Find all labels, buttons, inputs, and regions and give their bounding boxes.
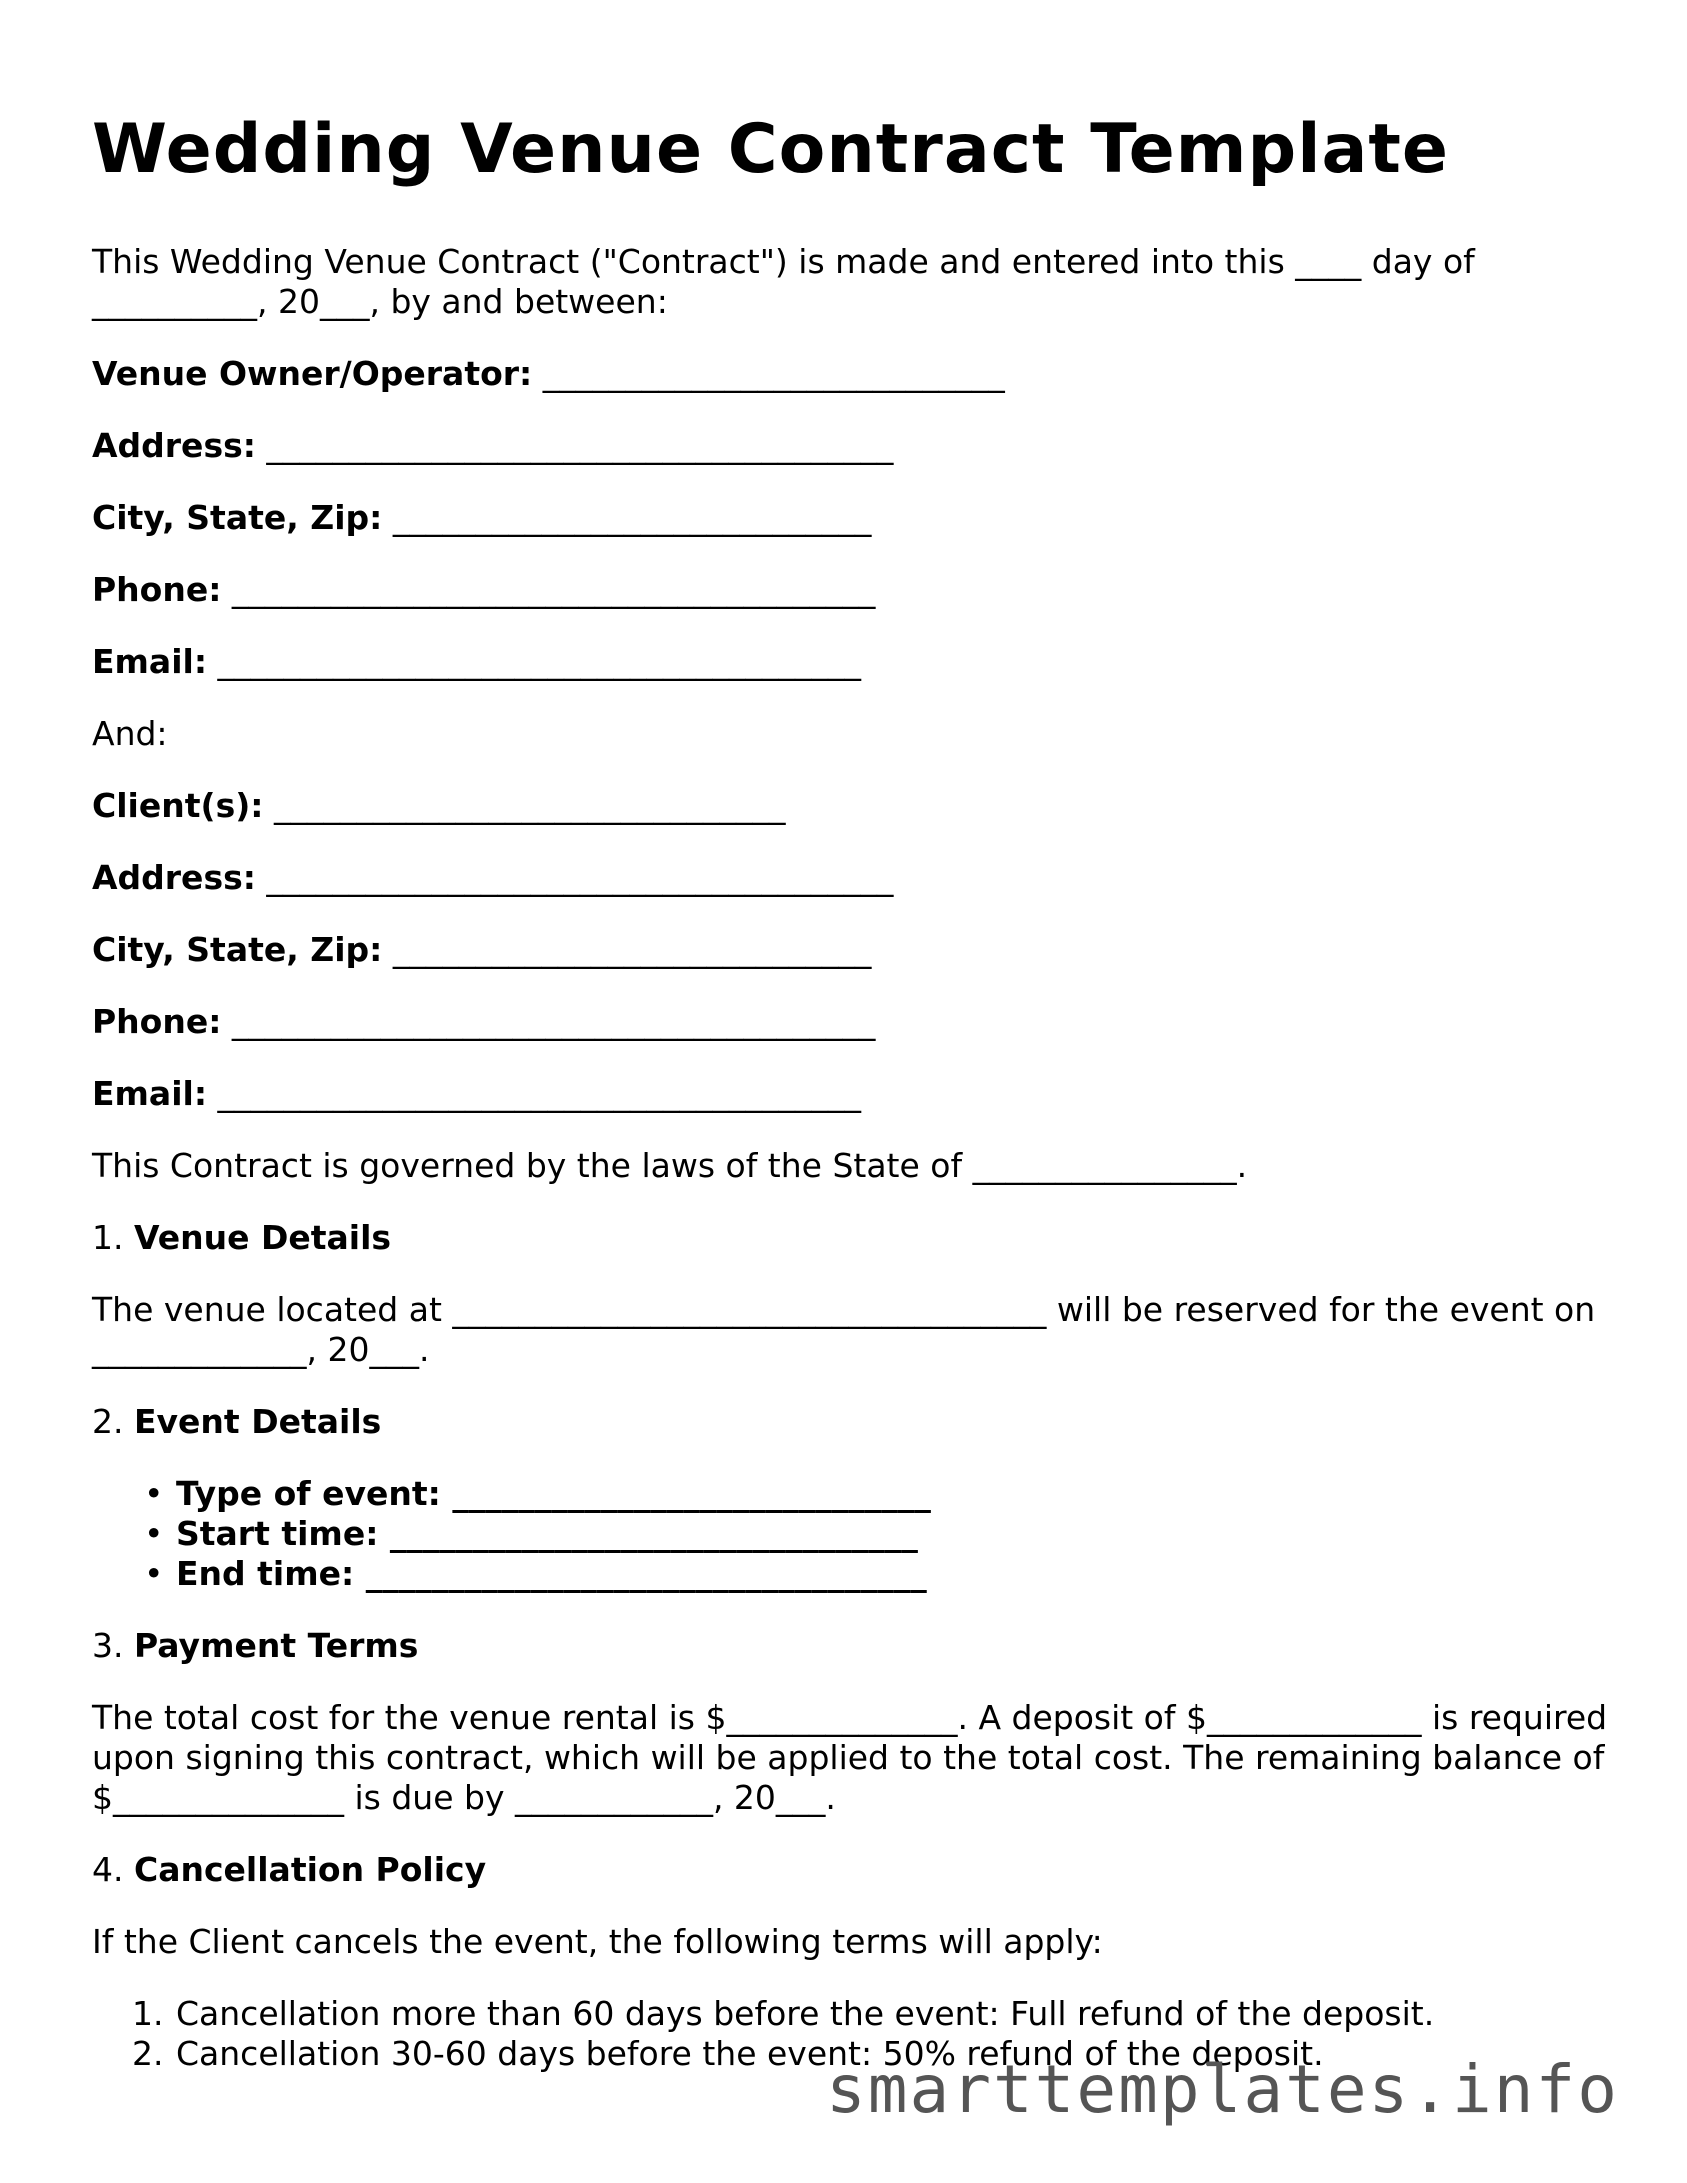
list-item — [176, 1554, 1612, 1594]
owner-phone-field — [92, 570, 1612, 610]
field-label: Venue Owner/Operator: — [92, 354, 533, 393]
governing-law-paragraph: This Contract is governed by the laws of the State of ________________. — [92, 1146, 1248, 1185]
client-phone-field — [92, 1002, 1612, 1042]
item-label: Start time: — [176, 1514, 379, 1553]
item-blank: ________________________________ — [389, 1514, 918, 1553]
section-venue-heading — [92, 1218, 1612, 1258]
watermark: smarttemplates.info — [826, 2051, 1619, 2128]
client-address-field — [92, 858, 1612, 898]
client-city-field — [92, 930, 1612, 970]
item-blank: _____________________________ — [452, 1474, 931, 1513]
venue-paragraph: The venue located at ____________________________________ will be reserved for the event on _____________, 20___. — [92, 1290, 1596, 1369]
owner-email-field — [92, 642, 1612, 682]
page-title: Wedding Venue Contract Template — [92, 110, 1450, 189]
section-title: Event Details — [134, 1402, 382, 1441]
field-label: Phone: — [92, 1002, 222, 1041]
list-item — [176, 1514, 1612, 1554]
section-payment-heading — [92, 1626, 1612, 1666]
field-label: Email: — [92, 642, 208, 681]
field-blank: _______________________________ — [274, 786, 786, 825]
item-text: Cancellation 30-60 days before the event: 50% refund of the deposit. — [176, 2034, 1324, 2073]
section-cancellation-heading — [92, 1850, 1612, 1890]
field-label: Phone: — [92, 570, 222, 609]
section-title: Payment Terms — [134, 1626, 419, 1665]
field-label: City, State, Zip: — [92, 498, 383, 537]
item-number: 2. — [132, 2034, 164, 2073]
list-item — [176, 1474, 1612, 1514]
client-email-field — [92, 1074, 1612, 1114]
intro-paragraph: This Wedding Venue Contract ("Contract") is made and entered into this ____ day of __________, 20___, by and between: — [92, 242, 1475, 321]
item-label: Type of event: — [176, 1474, 441, 1513]
field-label: Client(s): — [92, 786, 264, 825]
item-text: Cancellation more than 60 days before the event: Full refund of the deposit. — [176, 1994, 1435, 2033]
and-label: And: — [92, 714, 168, 753]
field-blank: _____________________________ — [392, 498, 872, 537]
field-label: Address: — [92, 426, 256, 465]
field-blank: _______________________________________ — [231, 1002, 876, 1041]
field-blank: ______________________________________ — [266, 858, 894, 897]
list-item — [132, 1994, 1612, 2034]
section-number: 3. — [92, 1626, 124, 1665]
section-number: 4. — [92, 1850, 124, 1889]
client-name-field — [92, 786, 1612, 826]
owner-name-field — [92, 354, 1612, 394]
section-title: Cancellation Policy — [134, 1850, 487, 1889]
event-details-list — [92, 1474, 1612, 1594]
payment-paragraph: The total cost for the venue rental is $______________. A deposit of $_____________ is required upon signing this contract, which will be applied to the total cost. The remaining balance of $______________ is due by ____________, 20___. — [92, 1698, 1608, 1817]
field-label: Email: — [92, 1074, 208, 1113]
field-label: City, State, Zip: — [92, 930, 383, 969]
owner-address-field — [92, 426, 1612, 466]
item-label: End time: — [176, 1554, 355, 1593]
field-blank: ____________________________ — [542, 354, 1005, 393]
section-number: 2. — [92, 1402, 124, 1441]
section-number: 1. — [92, 1218, 124, 1257]
item-number: 1. — [132, 1994, 164, 2033]
section-event-heading — [92, 1402, 1612, 1442]
section-title: Venue Details — [134, 1218, 392, 1257]
contract-document — [92, 110, 1612, 2074]
field-blank: _____________________________ — [392, 930, 872, 969]
field-blank: _______________________________________ — [217, 1074, 862, 1113]
field-blank: ______________________________________ — [266, 426, 894, 465]
field-label: Address: — [92, 858, 256, 897]
owner-city-field — [92, 498, 1612, 538]
field-blank: _______________________________________ — [231, 570, 876, 609]
item-blank: __________________________________ — [365, 1554, 927, 1593]
cancellation-paragraph: If the Client cancels the event, the following terms will apply: — [92, 1922, 1103, 1961]
field-blank: _______________________________________ — [217, 642, 862, 681]
